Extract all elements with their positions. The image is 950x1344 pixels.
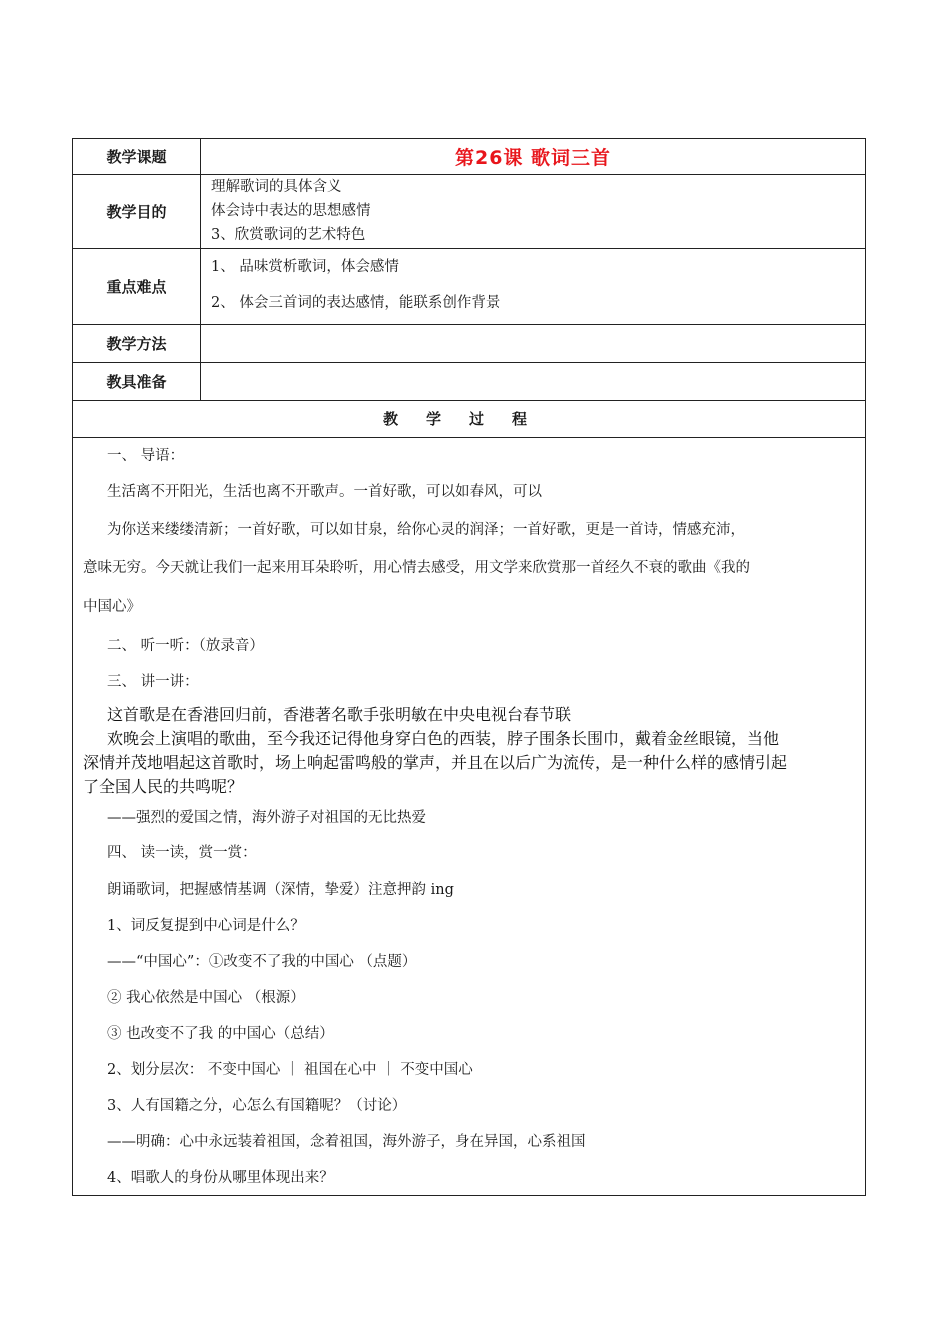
topic-label: 教学课题: [73, 139, 201, 174]
explain-line-2: 欢晚会上演唱的歌曲，至今我还记得他身穿白色的西装，脖子围条长围巾，戴着金丝眼镜，当他: [107, 728, 780, 748]
intro-line-4: 中国心》: [83, 598, 141, 615]
method-value: [201, 324, 866, 362]
explain-line-1: 这首歌是在香港回归前，香港著名歌手张明敏在中央电视台春节联: [107, 704, 572, 724]
objectives-label: 教学目的: [73, 174, 201, 248]
lesson-info-table: [73, 139, 865, 438]
method-label: 教学方法: [73, 324, 201, 362]
question-1: 1、词反复提到中心词是什么？: [107, 917, 305, 934]
intro-line-2: 为你送来缕缕清新；一首好歌，可以如甘泉，给你心灵的润泽；一首好歌，更是一首诗，情感充沛，: [107, 521, 745, 538]
objective-item: 理解歌词的具体含义: [211, 179, 342, 195]
materials-label: 教具准备: [73, 362, 201, 400]
question-2: 2、划分层次： 不变中国心 ｜ 祖国在心中 ｜ 不变中国心: [107, 1061, 473, 1078]
lesson-plan-sheet: [72, 138, 866, 1196]
section-intro: 一、 导语：: [107, 447, 185, 464]
process-heading: 教学过程: [73, 400, 865, 437]
answer-3: ——明确：心中永远装着祖国，念着祖国，海外游子，身在异国，心系祖国: [107, 1133, 586, 1150]
key-point-item: 1、 品味赏析歌词，体会感情: [211, 258, 399, 275]
key-points-label: 重点难点: [73, 248, 201, 324]
answer-1b: ② 我心依然是中国心 （根源）: [107, 989, 305, 1006]
answer-1a: ——“中国心”：①改变不了我的中国心 （点题）: [107, 953, 417, 970]
section-listen: 二、 听一听：（放录音）: [107, 637, 264, 654]
objective-item: 3、欣赏歌词的艺术特色: [211, 227, 366, 243]
objective-item: 体会诗中表达的思想感情: [211, 203, 371, 219]
explain-line-3: 深情并茂地唱起这首歌时，场上响起雷鸣般的掌声，并且在以后广为流传，是一种什么样的感情引起: [83, 752, 788, 772]
answer-patriotism: ——强烈的爱国之情，海外游子对祖国的无比热爱: [107, 809, 426, 826]
key-point-item: 2、 体会三首词的表达感情，能联系创作背景: [211, 294, 501, 311]
question-4: 4、唱歌人的身份从哪里体现出来？: [107, 1169, 334, 1186]
materials-value: [201, 362, 866, 400]
explain-line-4: 了全国人民的共鸣呢？: [83, 776, 244, 796]
intro-line-3: 意味无穷。今天就让我们一起来用耳朵聆听，用心情去感受，用文学来欣赏那一首经久不衰的歌曲《我的: [83, 559, 750, 576]
key-points-list: [201, 248, 866, 324]
answer-1c: ③ 也改变不了我 的中国心（总结）: [107, 1025, 334, 1042]
objectives-list: [201, 174, 866, 248]
section-explain: 三、 讲一讲：: [107, 673, 199, 690]
intro-line-1: 生活离不开阳光，生活也离不开歌声。一首好歌，可以如春风，可以: [107, 483, 542, 500]
recite-note: 朗诵歌词，把握感情基调（深情，挚爱）注意押韵 ing: [107, 881, 454, 898]
section-read: 四、 读一读，赏一赏：: [107, 844, 257, 861]
question-3: 3、人有国籍之分，心怎么有国籍呢？（讨论）: [107, 1097, 407, 1114]
lesson-title: 第26课 歌词三首: [201, 139, 866, 174]
